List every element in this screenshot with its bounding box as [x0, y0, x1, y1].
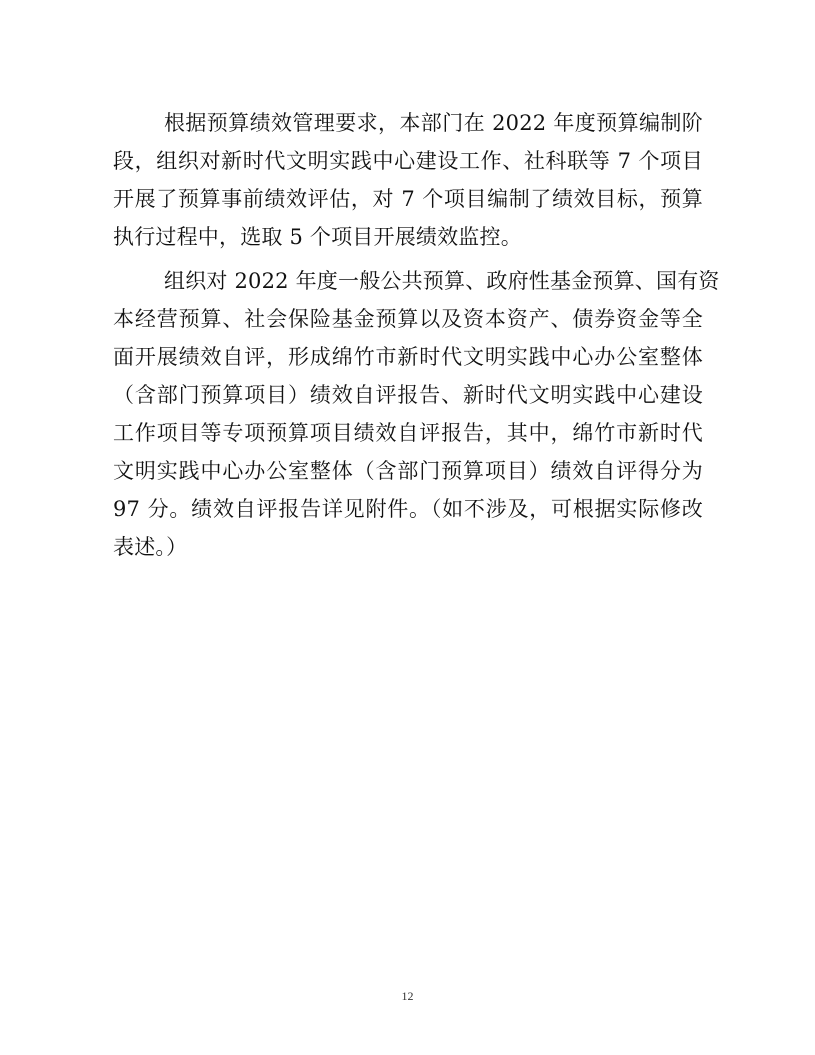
- page-number: 12: [401, 989, 414, 1003]
- paragraph-1-line-3: 开展了预算事前绩效评估，对 7 个项目编制了绩效目标，预算: [113, 187, 703, 211]
- paragraph-2-line-7: 97 分。绩效自评报告详见附件。（如不涉及，可根据实际修改: [113, 497, 703, 521]
- paragraph-2-line-6: 文明实践中心办公室整体（含部门预算项目）绩效自评得分为: [113, 459, 703, 483]
- paragraph-1-line-1: 根据预算绩效管理要求，本部门在 2022 年度预算编制阶: [164, 111, 703, 135]
- paragraph-2-line-4: （含部门预算项目）绩效自评报告、新时代文明实践中心建设: [113, 383, 703, 407]
- paragraph-2-line-5: 工作项目等专项预算项目绩效自评报告，其中，绵竹市新时代: [113, 421, 703, 445]
- paragraph-1-line-2: 段，组织对新时代文明实践中心建设工作、社科联等 7 个项目: [113, 149, 703, 173]
- paragraph-2-line-2: 本经营预算、社会保险基金预算以及资本资产、债券资金等全: [113, 307, 703, 331]
- paragraph-2-line-1: 组织对 2022 年度一般公共预算、政府性基金预算、国有资: [164, 269, 720, 293]
- paragraph-2-line-8: 表述。）: [113, 535, 188, 559]
- paragraph-1-line-4: 执行过程中，选取 5 个项目开展绩效监控。: [113, 225, 522, 249]
- paragraph-2-line-3: 面开展绩效自评，形成绵竹市新时代文明实践中心办公室整体: [113, 345, 703, 369]
